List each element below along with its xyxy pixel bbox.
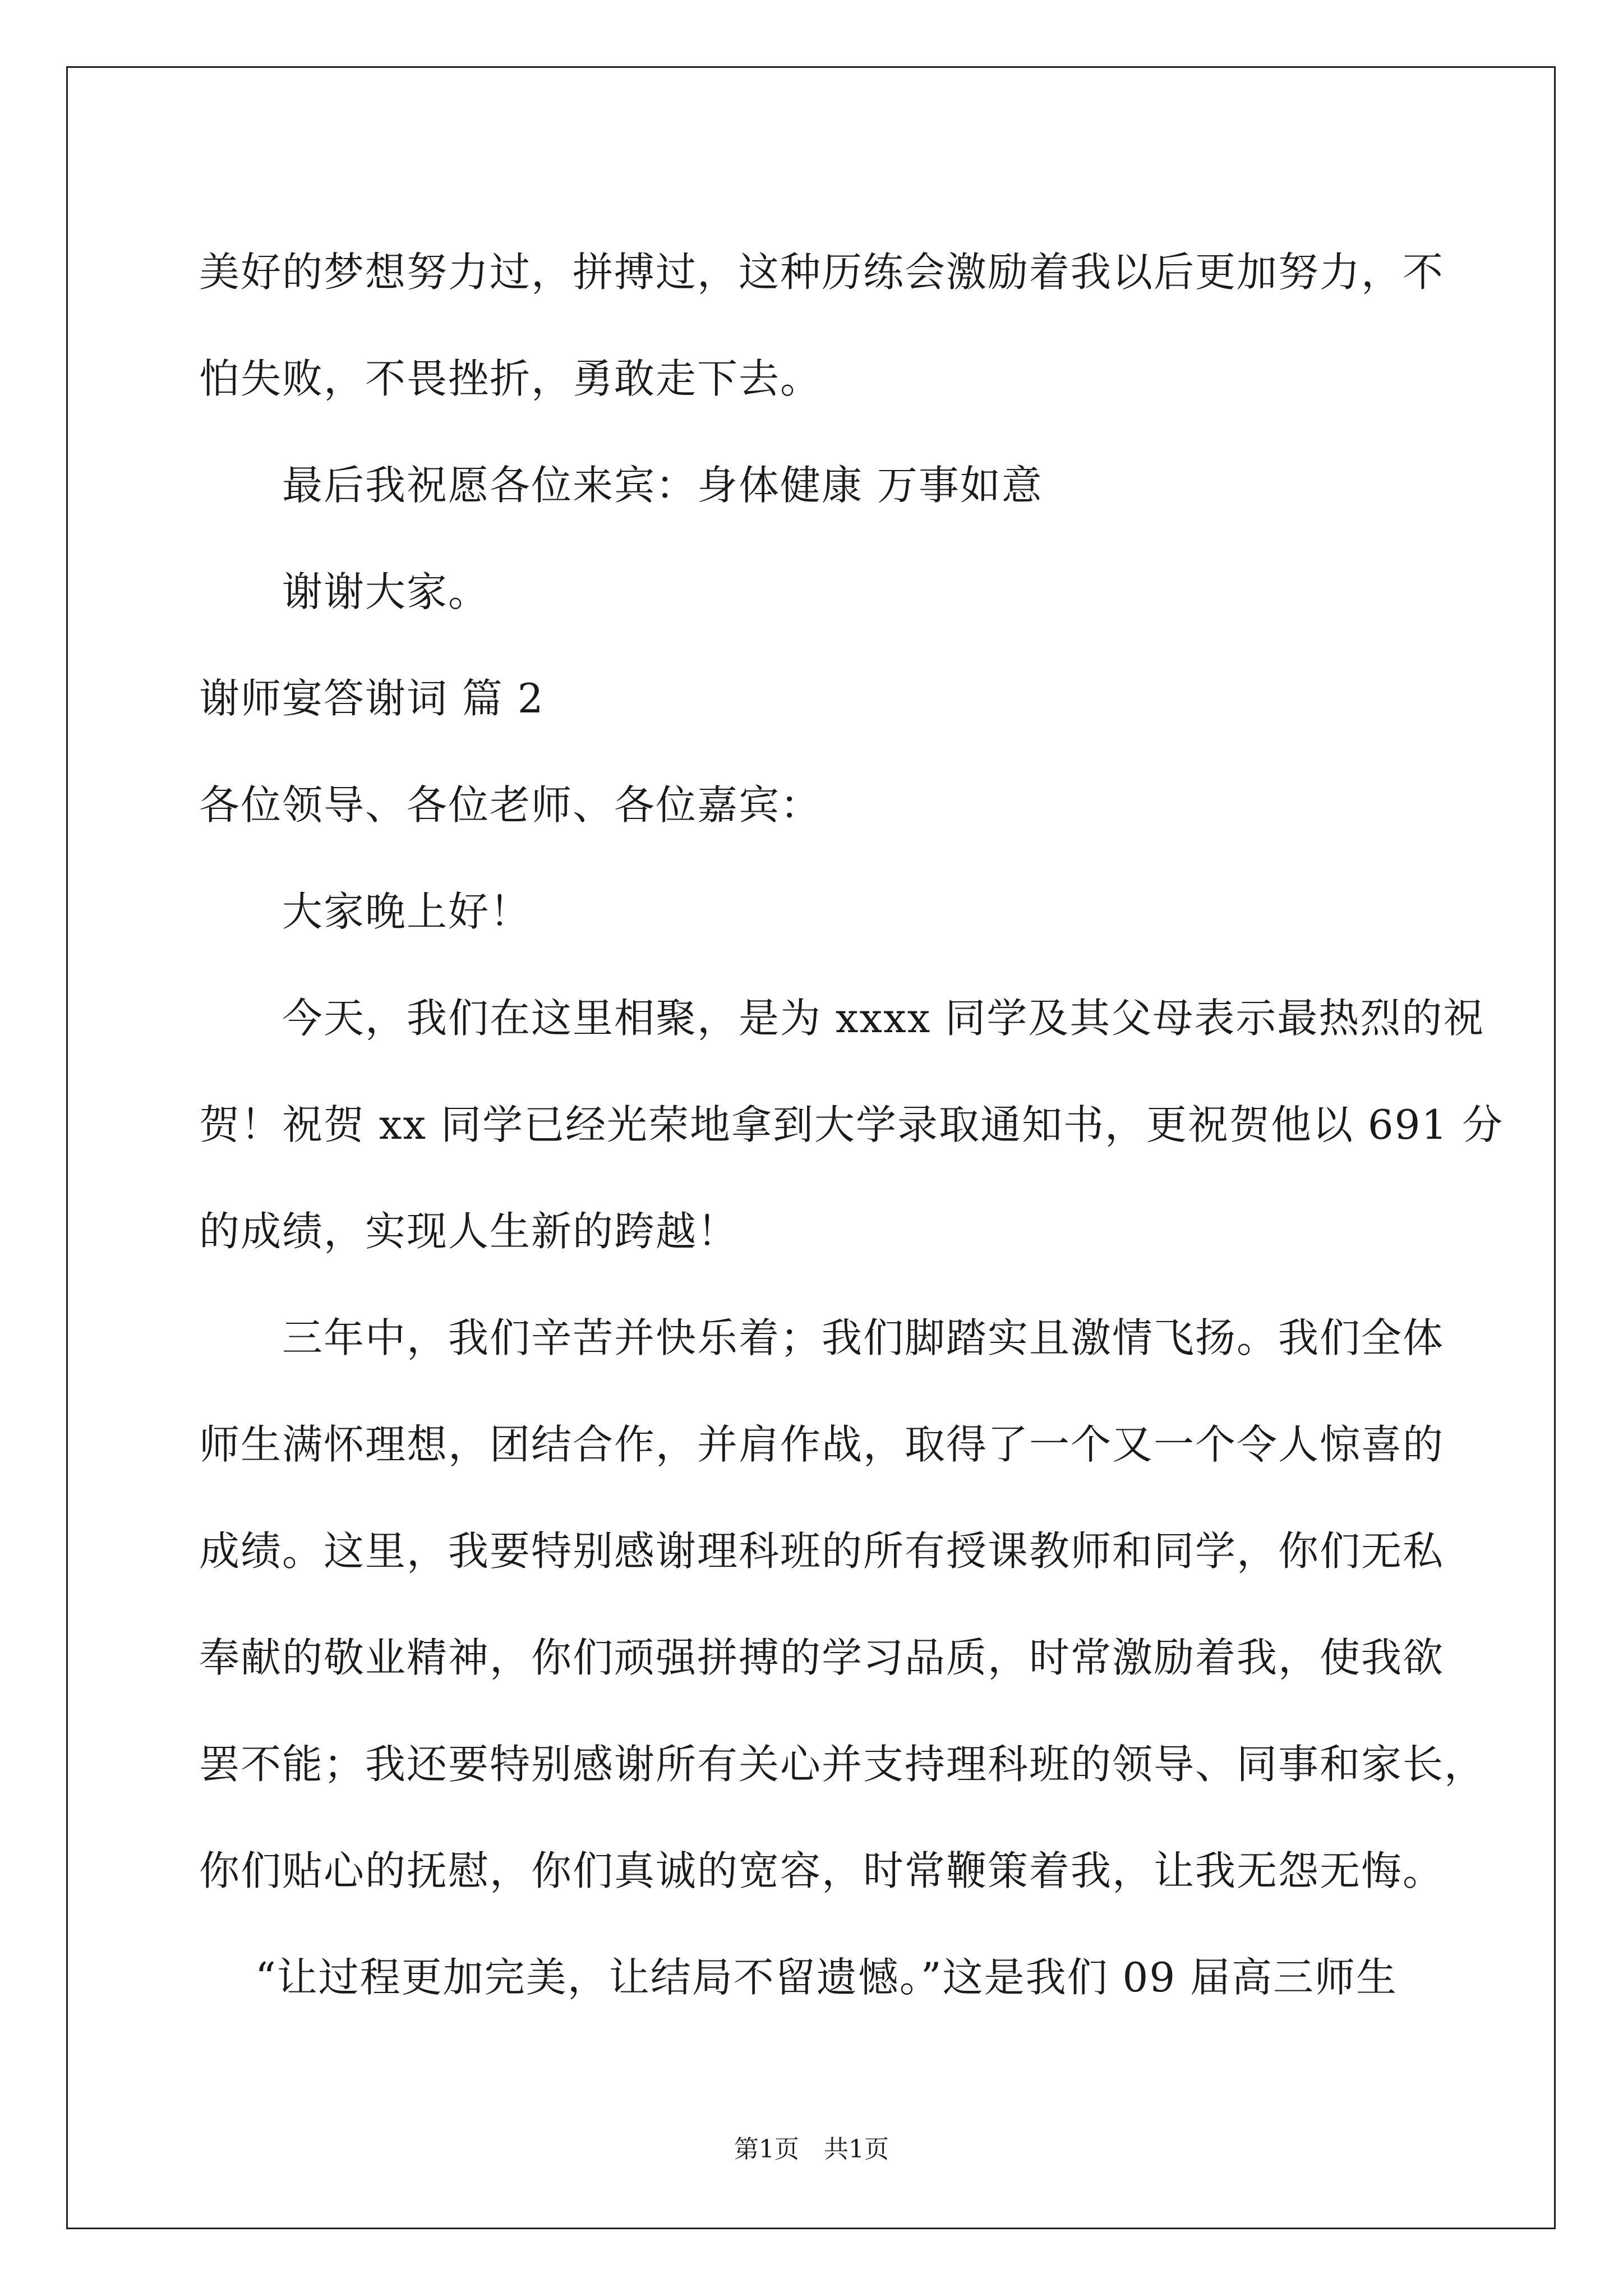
text-line-4: 谢谢大家。 [282,568,490,615]
text-line-10: 的成绩，实现人生新的跨越！ [199,1208,739,1255]
text-line-11: 三年中，我们辛苦并快乐着；我们脚踏实且激情飞扬。我们全体 [282,1314,1445,1361]
text-line-2: 怕失败，不畏挫折，勇敢走下去。 [199,355,822,402]
text-line-15: 罢不能；我还要特别感谢所有关心并支持理科班的领导、同事和家长， [199,1741,1486,1788]
text-line-16: 你们贴心的抚慰，你们真诚的宽容，时常鞭策着我，让我无怨无悔。 [199,1847,1445,1894]
text-line-17: “让过程更加完美，让结局不留遗憾。”这是我们 09 届高三师生 [255,1954,1398,2001]
document-body [199,219,1504,2031]
text-line-7: 大家晚上好！ [282,888,532,935]
text-line-13: 成绩。这里，我要特别感谢理科班的所有授课教师和同学，你们无私 [199,1527,1445,1575]
text-line-1: 美好的梦想努力过，拼搏过，这种历练会激励着我以后更加努力，不 [199,249,1445,296]
text-line-14: 奉献的敬业精神，你们顽强拼搏的学习品质，时常激励着我，使我欲 [199,1634,1445,1681]
text-line-9: 贺！祝贺 xx 同学已经光荣地拿到大学录取通知书，更祝贺他以 691 分 [199,1101,1504,1148]
text-line-12: 师生满怀理想，团结合作，并肩作战，取得了一个又一个令人惊喜的 [199,1421,1445,1468]
text-line-3: 最后我祝愿各位来宾：身体健康 万事如意 [282,462,1043,509]
page-footer: 第1页 共1页 [734,2135,889,2164]
text-line-8: 今天，我们在这里相聚，是为 xxxx 同学及其父母表示最热烈的祝 [282,995,1485,1042]
salutation: 各位领导、各位老师、各位嘉宾： [199,781,822,829]
section-heading: 谢师宴答谢词 篇 2 [199,675,545,722]
